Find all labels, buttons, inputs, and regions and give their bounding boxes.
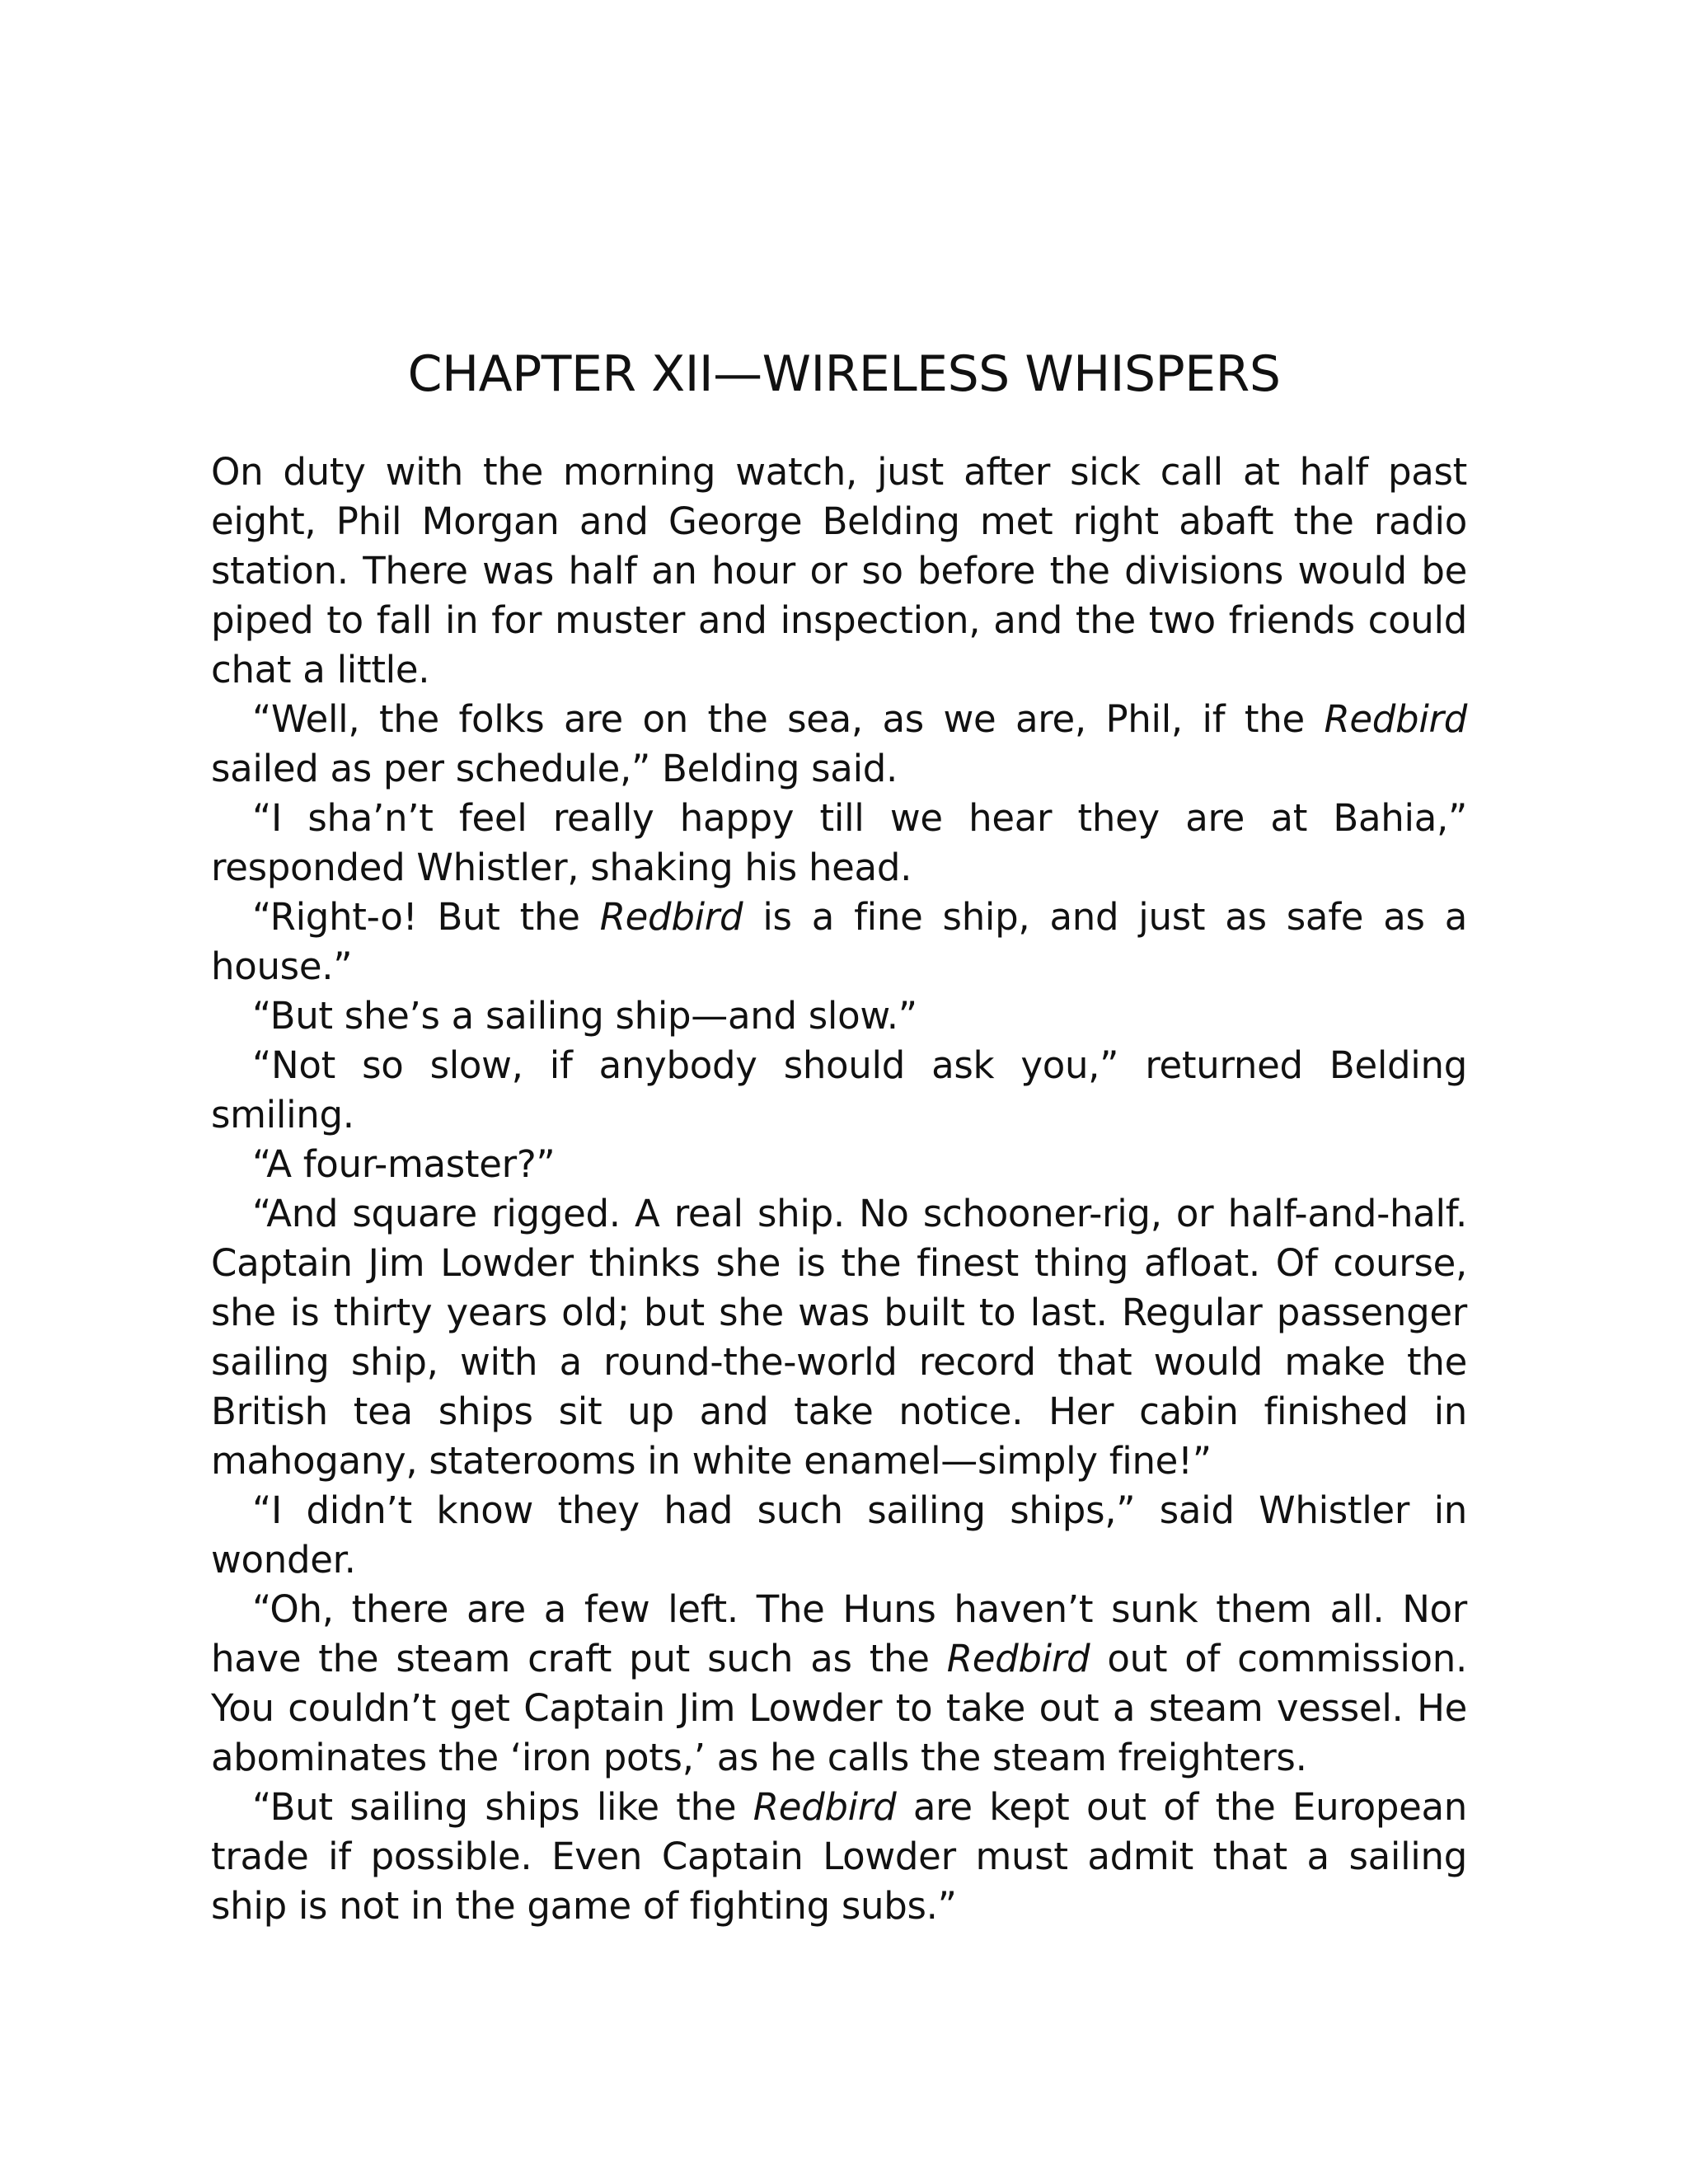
ship-name: Redbird [753,1785,897,1829]
paragraph-text: “A four-master?” [252,1142,556,1186]
paragraph [211,1486,1467,1585]
chapter-title: CHAPTER XII—WIRELESS WHISPERS [407,345,1281,403]
ship-name: Redbird [599,895,743,939]
ship-name: Redbird [1324,697,1467,741]
paragraph [211,991,1467,1041]
paragraph-text: “Well, the folks are on the sea, as we are, Phil, if the [252,697,1325,741]
paragraph-text: “I sha’n’t feel really happy till we hear they are at Bahia,” responded Whistler, shaking his head. [211,796,1467,889]
paragraph-text: “Not so slow, if anybody should ask you,” returned Belding smiling. [211,1043,1467,1137]
paragraph-text: “But she’s a sailing ship—and slow.” [252,994,917,1038]
paragraph-text: “But sailing ships like the [252,1785,753,1829]
paragraph [211,1041,1467,1140]
paragraph-text: “Oh, there are a few left. The Huns haven’t sunk them all. Nor have the steam craft put such as the [211,1587,1467,1680]
paragraph-text: sailed as per schedule,” Belding said. [211,747,898,790]
paragraph-text: “I didn’t know they had such sailing ships,” said Whistler in wonder. [211,1488,1467,1582]
paragraph-text: is a fine ship, and just as safe as a house.” [211,895,1467,988]
paragraph [211,1189,1467,1486]
paragraph-text: On duty with the morning watch, just after sick call at half past eight, Phil Morgan and George Belding met right abaft the radio station. There was half an hour or so before the divisions would be piped to fall in for muster and inspection, and the two friends could chat a little. [211,450,1467,691]
paragraph [211,794,1467,893]
paragraph [211,1585,1467,1783]
paragraph [211,695,1467,794]
paragraph-text: “Right-o! But the [252,895,600,939]
paragraph-text: are kept out of the European trade if possible. Even Captain Lowder must admit that a sailing ship is not in the game of fighting subs.” [211,1785,1467,1928]
paragraph [211,1783,1467,1931]
ship-name: Redbird [946,1637,1090,1680]
paragraph [211,1140,1467,1189]
chapter-body [211,448,1467,1931]
paragraph [211,448,1467,695]
paragraph [211,893,1467,991]
paragraph-text: “And square rigged. A real ship. No schooner-rig, or half-and-half. Captain Jim Lowder thinks she is the finest thing afloat. Of course, she is thirty years old; but she was built to last. Regular passenger sailing ship, with a round-the-world record that would make the British tea ships sit up and take notice. Her cabin finished in mahogany, staterooms in white enamel—simply fine!” [211,1192,1467,1483]
paragraph-text: out of commission. You couldn’t get Captain Jim Lowder to take out a steam vessel. He abominates the ‘iron pots,’ as he calls the steam freighters. [211,1637,1468,1779]
